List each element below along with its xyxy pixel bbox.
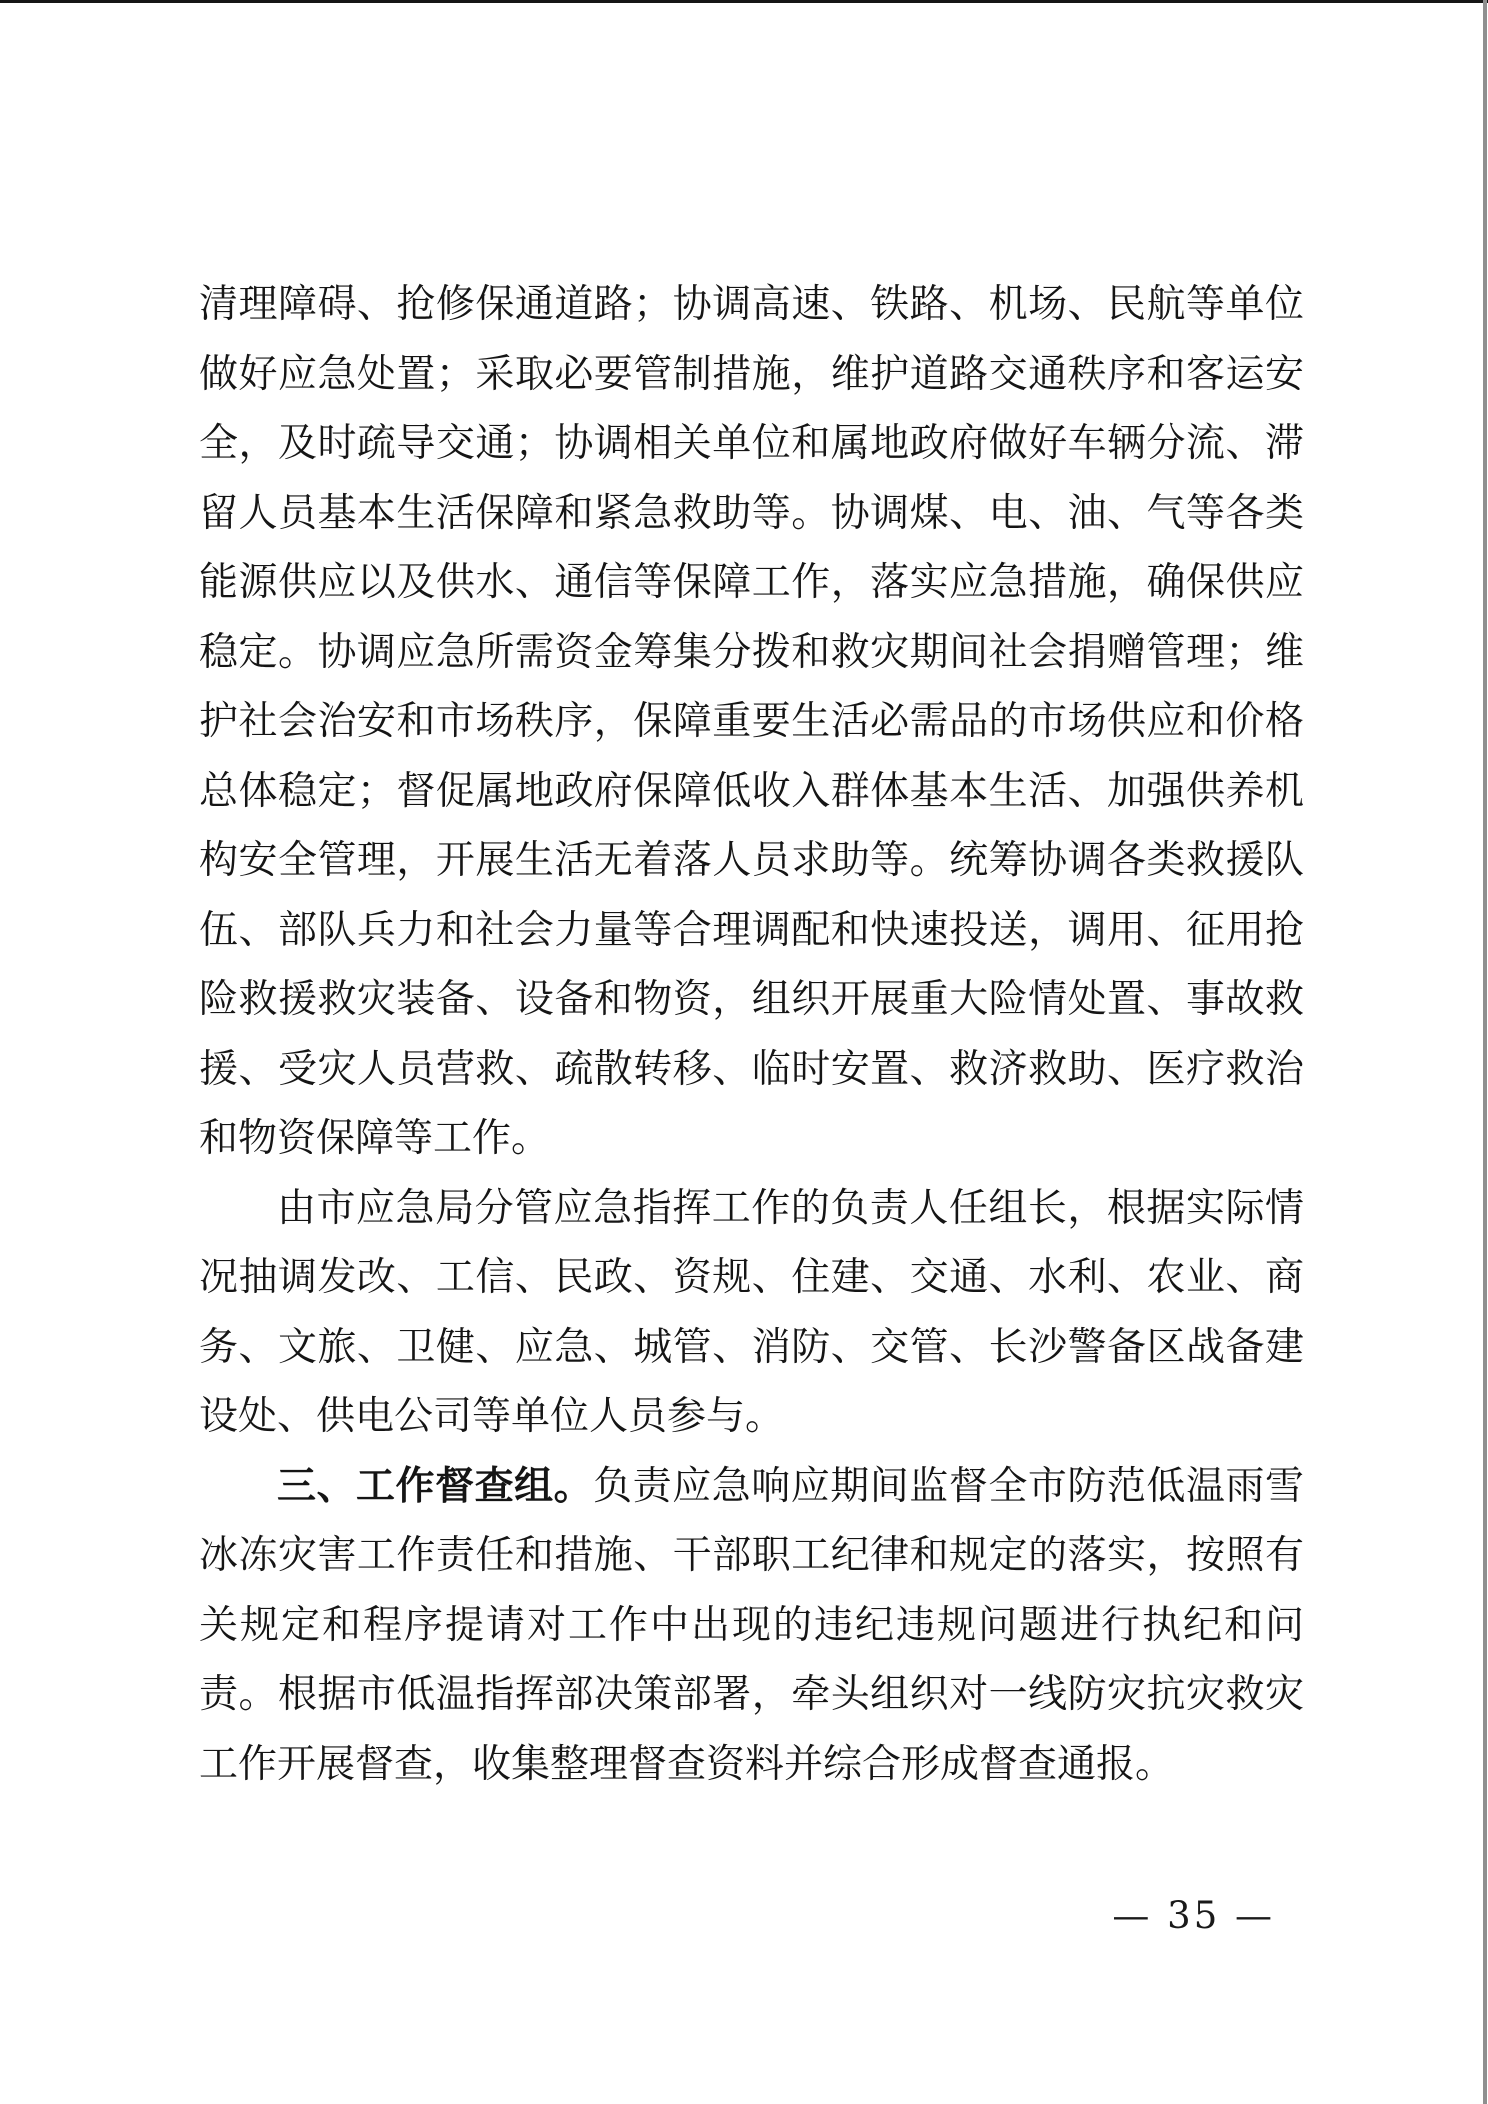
line-text: 伍、部队兵力和社会力量等合理调配和快速投送，调用、征用抢 <box>199 907 1304 953</box>
text-line <box>199 1591 1304 1661</box>
line-text: 责。根据市低温指挥部决策部署，牵头组织对一线防灾抗灾救灾 <box>199 1672 1304 1717</box>
text-line <box>199 1035 1304 1105</box>
line-text: 工作开展督查，收集整理督查资料并综合形成督查通报。 <box>199 1741 1175 1787</box>
text-line <box>199 618 1304 688</box>
text-line <box>199 1660 1304 1730</box>
line-text: 和物资保障等工作。 <box>199 1116 551 1161</box>
line-text: 由市应急局分管应急指挥工作的负责人任组长，根据实际情 <box>277 1185 1304 1231</box>
line-text: 护社会治安和市场秩序，保障重要生活必需品的市场供应和价格 <box>199 699 1304 744</box>
text-line <box>199 687 1304 757</box>
page-number: — 35 — <box>1112 1894 1275 1937</box>
text-line <box>199 1313 1304 1383</box>
line-text: 全，及时疏导交通；协调相关单位和属地政府做好车辆分流、滞 <box>199 421 1304 466</box>
line-text: 援、受灾人员营救、疏散转移、临时安置、救济救助、医疗救治 <box>199 1046 1304 1092</box>
text-line <box>199 1243 1304 1313</box>
text-line <box>199 1452 1304 1522</box>
text-line <box>199 409 1304 479</box>
text-line <box>199 1521 1304 1591</box>
text-line <box>199 1730 1304 1800</box>
text-line <box>199 1104 1304 1174</box>
line-text: 留人员基本生活保障和紧急救助等。协调煤、电、油、气等各类 <box>199 490 1304 536</box>
line-text: 构安全管理，开展生活无着落人员求助等。统筹协调各类救援队 <box>199 838 1304 883</box>
line-text: 设处、供电公司等单位人员参与。 <box>199 1394 785 1439</box>
scan-edge-right <box>1483 0 1487 2104</box>
text-line <box>199 479 1304 549</box>
text-line <box>199 965 1304 1035</box>
text-line <box>199 548 1304 618</box>
line-text: 冰冻灾害工作责任和措施、干部职工纪律和规定的落实，按照有 <box>199 1533 1304 1578</box>
text-line <box>199 270 1304 340</box>
scan-edge-top <box>0 0 1488 3</box>
line-text: 总体稳定；督促属地政府保障低收入群体基本生活、加强供养机 <box>199 768 1304 814</box>
text-line <box>199 896 1304 966</box>
line-text: 能源供应以及供水、通信等保障工作，落实应急措施，确保供应 <box>199 560 1304 605</box>
text-line <box>199 1382 1304 1452</box>
line-text: 清理障碍、抢修保通道路；协调高速、铁路、机场、民航等单位 <box>199 282 1304 327</box>
line-text: 负责应急响应期间监督全市防范低温雨雪 <box>593 1463 1304 1509</box>
line-text: 务、文旅、卫健、应急、城管、消防、交管、长沙警备区战备建 <box>199 1324 1304 1370</box>
text-line <box>199 757 1304 827</box>
text-line <box>199 340 1304 410</box>
section-heading-bold: 三、工作督查组。 <box>277 1463 594 1509</box>
line-text: 况抽调发改、工信、民政、资规、住建、交通、水利、农业、商 <box>199 1255 1304 1300</box>
document-body <box>199 270 1304 1799</box>
line-text: 稳定。协调应急所需资金筹集分拨和救灾期间社会捐赠管理；维 <box>199 629 1304 675</box>
text-line <box>199 1174 1304 1244</box>
line-text: 险救援救灾装备、设备和物资，组织开展重大险情处置、事故救 <box>199 977 1304 1022</box>
line-text: 关规定和程序提请对工作中出现的违纪违规问题进行执纪和问 <box>199 1602 1304 1648</box>
line-text: 做好应急处置；采取必要管制措施，维护道路交通秩序和客运安 <box>199 351 1304 397</box>
text-line <box>199 826 1304 896</box>
